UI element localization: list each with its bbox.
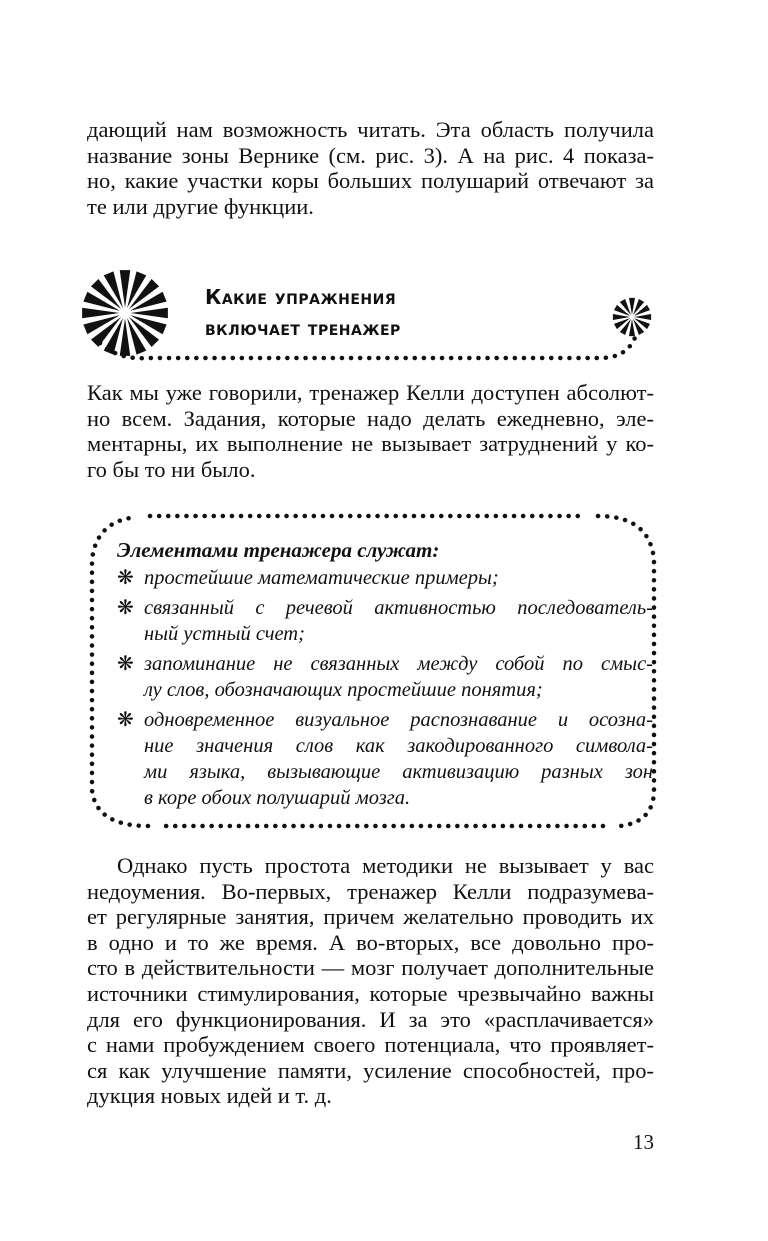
list-item-line: лу слов, обозначающих простейшие понятия;: [144, 679, 543, 701]
text-line: но, какие участки коры больших полушарий отвечают за: [87, 168, 654, 194]
text-line: ся как улучшение памяти, усиление способностей, про-: [87, 1057, 654, 1083]
asterisk-burst-icon: [611, 296, 653, 338]
list-item-line: ми языка, вызывающие активизацию разных зон: [144, 761, 653, 783]
list-item: [117, 707, 653, 811]
text-line: те или другие функции.: [87, 193, 314, 219]
text-line: сто в действительности — мозг получает дополнительные: [87, 955, 654, 981]
text-line: ментарны, их выполнение не вызывает затруднений у ко-: [87, 431, 654, 457]
text-line: дукция новых идей и т. д.: [87, 1083, 332, 1109]
text-line: дающий нам возможность читать. Эта область получила: [87, 117, 654, 142]
text-line: источники стимулирования, которые чрезвычайно важны: [87, 980, 654, 1006]
page-number: 13: [633, 1130, 654, 1154]
bullet-flower-icon: ❋: [117, 651, 134, 675]
text-line: го бы то ни было.: [87, 456, 256, 482]
bullet-flower-icon: ❋: [117, 707, 134, 731]
callout-title: Элементами тренажера служат:: [117, 538, 440, 562]
text-line: в одно и то же время. А во-вторых, все довольно про-: [87, 929, 654, 955]
bullet-flower-icon: ❋: [117, 565, 134, 589]
list-item-line: ние значения слов как закодированного символа-: [144, 735, 653, 757]
bullet-flower-icon: ❋: [117, 595, 134, 619]
list-item-line: одновременное визуальное распознавание и осозна-: [144, 709, 653, 731]
list-item-line: в коре обоих полушарий мозга.: [144, 787, 411, 809]
text-line: недоумения. Во-первых, тренажер Келли подразумева-: [87, 878, 654, 904]
callout-list: [117, 565, 653, 815]
list-item-line: ный устный счет;: [144, 623, 305, 645]
section-heading-line: Какие упражнения: [205, 285, 397, 309]
asterisk-burst-icon: [80, 268, 170, 358]
outro-paragraph: [87, 853, 654, 1109]
text-line: Как мы уже говорили, тренажер Келли доступен абсолют-: [87, 380, 654, 405]
section-paragraph: [87, 380, 654, 482]
list-item: [117, 651, 653, 703]
text-line: Однако пусть простота методики не вызывает у вас: [117, 853, 654, 878]
intro-paragraph: [87, 117, 654, 219]
list-item-line: запоминание не связанных между собой по смыс-: [144, 653, 653, 675]
list-item-line: связанный с речевой активностью последователь-: [144, 597, 653, 619]
text-line: с нами пробуждением своего потенциала, что проявляет-: [87, 1032, 654, 1058]
text-line: название зоны Вернике (см. рис. 3). А на рис. 4 показа-: [87, 142, 654, 168]
text-line: ет регулярные занятия, причем желательно проводить их: [87, 904, 654, 930]
text-line: но всем. Задания, которые надо делать ежедневно, эле-: [87, 405, 654, 431]
section-heading-line: включает тренажер: [205, 316, 401, 340]
list-item: [117, 595, 653, 647]
text-line: для его функционирования. И за это «расплачивается»: [87, 1006, 654, 1032]
list-item-line: простейшие математические примеры;: [144, 567, 499, 589]
section-heading: [205, 282, 401, 344]
list-item: [117, 565, 653, 591]
